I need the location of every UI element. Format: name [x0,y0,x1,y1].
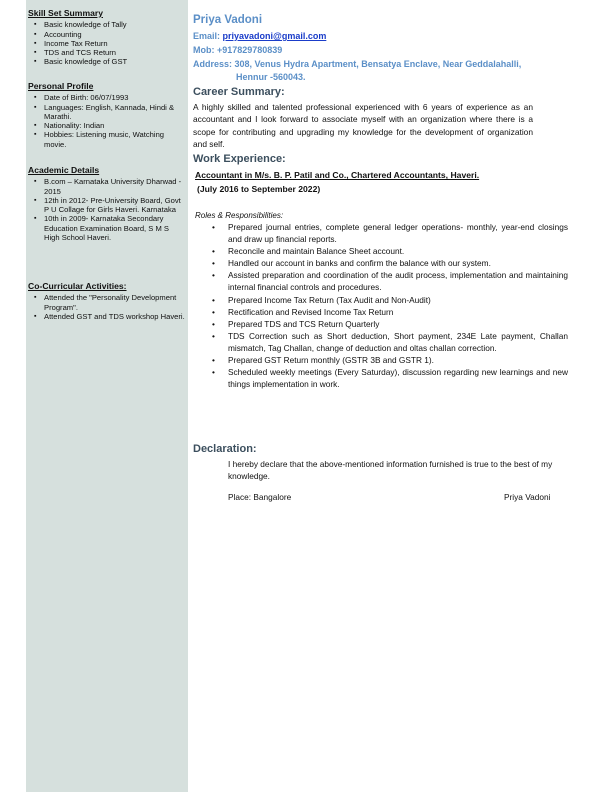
skills-section [28,9,186,67]
profile-item: ▪ Hobbies: Listening music, Watching movie. [44,130,186,149]
role-item: • Assisted preparation and coordination of the audit process, implementation and maintaining internal financial controls and procedures. [228,269,568,293]
email-link[interactable]: priyavadoni@gmail.com [222,31,327,41]
profile-item: ▪ Nationality: Indian [44,121,186,130]
role-item: • Prepared GST Return monthly (GSTR 3B and GSTR 1). [228,354,568,366]
cocurricular-heading: Co-Curricular Activities: [28,281,127,291]
academic-heading: Academic Details [28,165,100,175]
role-item: • Reconcile and maintain Balance Sheet account. [228,245,568,257]
role-item: • Prepared TDS and TCS Return Quarterly [228,318,568,330]
role-item: • Rectification and Revised Income Tax Return [228,306,568,318]
role-item: • Prepared Income Tax Return (Tax Audit and Non-Audit) [228,294,568,306]
skill-item: ▪ TDS and TCS Return [44,48,186,57]
signature-name: Priya Vadoni [504,492,551,502]
job-title: Accountant in M/s. B. P. Patil and Co., Chartered Accountants, Haveri. [195,170,480,180]
address-line-2: Hennur -560043. [236,72,306,82]
academic-section [28,166,186,242]
profile-section [28,82,186,149]
cocurricular-item: ▪ Attended the "Personality Development Program". [44,293,186,312]
skills-heading: Skill Set Summary [28,8,103,18]
career-summary-heading: Career Summary: [193,86,285,98]
role-item: • Handled our account in banks and confirm the balance with our system. [228,257,568,269]
roles-list [228,221,568,390]
declaration-text: I hereby declare that the above-mentioned information furnished is true to the best of my knowledge. [228,459,553,482]
roles-heading: Roles & Responsibilities: [195,211,284,220]
skill-item: ▪ Accounting [44,30,186,39]
cocurricular-section [28,282,186,321]
candidate-name: Priya Vadoni [193,14,263,26]
email-line [193,31,326,41]
mobile-line: Mob: +917829780839 [193,45,283,55]
place: Place: Bangalore [228,492,292,502]
career-summary-text: A highly skilled and talented professional experienced with 6 years of experience as an accountant and I look forward to associate myself with an organization where there is a scope for contributing and upgrading my knowledge for the development of organization and self. [193,102,533,150]
skill-item: ▪ Basic knowledge of GST [44,57,186,66]
cocurricular-item: ▪ Attended GST and TDS workshop Haveri. [44,312,186,321]
academic-item: ▪ B.com – Karnataka University Dharwad - 2015 [44,177,186,196]
profile-item: ▪ Languages: English, Kannada, Hindi & Marathi. [44,103,186,122]
skill-item: ▪ Income Tax Return [44,39,186,48]
profile-heading: Personal Profile [28,81,94,91]
role-item: • Prepared journal entries, complete general ledger operations- monthly, year-end closings and draw up financial reports. [228,221,568,245]
role-item: • TDS Correction such as Short deduction, Short payment, 234E Late payment, Challan mismatch, Tag Challan, change of deduction and oltas challan correction. [228,330,568,354]
profile-item: ▪ Date of Birth: 06/07/1993 [44,93,186,102]
skill-item: ▪ Basic knowledge of Tally [44,20,186,29]
academic-item: ▪ 10th in 2009- Karnataka Secondary Education Examination Board, S M S High School Haveri. [44,214,186,242]
work-experience-heading: Work Experience: [193,153,286,165]
academic-item: ▪ 12th in 2012- Pre-University Board, Govt P U Collage for Girls Haveri. Karnataka [44,196,186,215]
role-item: • Scheduled weekly meetings (Every Saturday), discussion regarding new learnings and new things implementation in work. [228,366,568,390]
job-period: (July 2016 to September 2022) [197,184,321,194]
declaration-heading: Declaration: [193,443,257,455]
address-line-1: Address: 308, Venus Hydra Apartment, Bensatya Enclave, Near Geddalahalli, [193,59,522,69]
email-label: Email: [193,31,221,41]
